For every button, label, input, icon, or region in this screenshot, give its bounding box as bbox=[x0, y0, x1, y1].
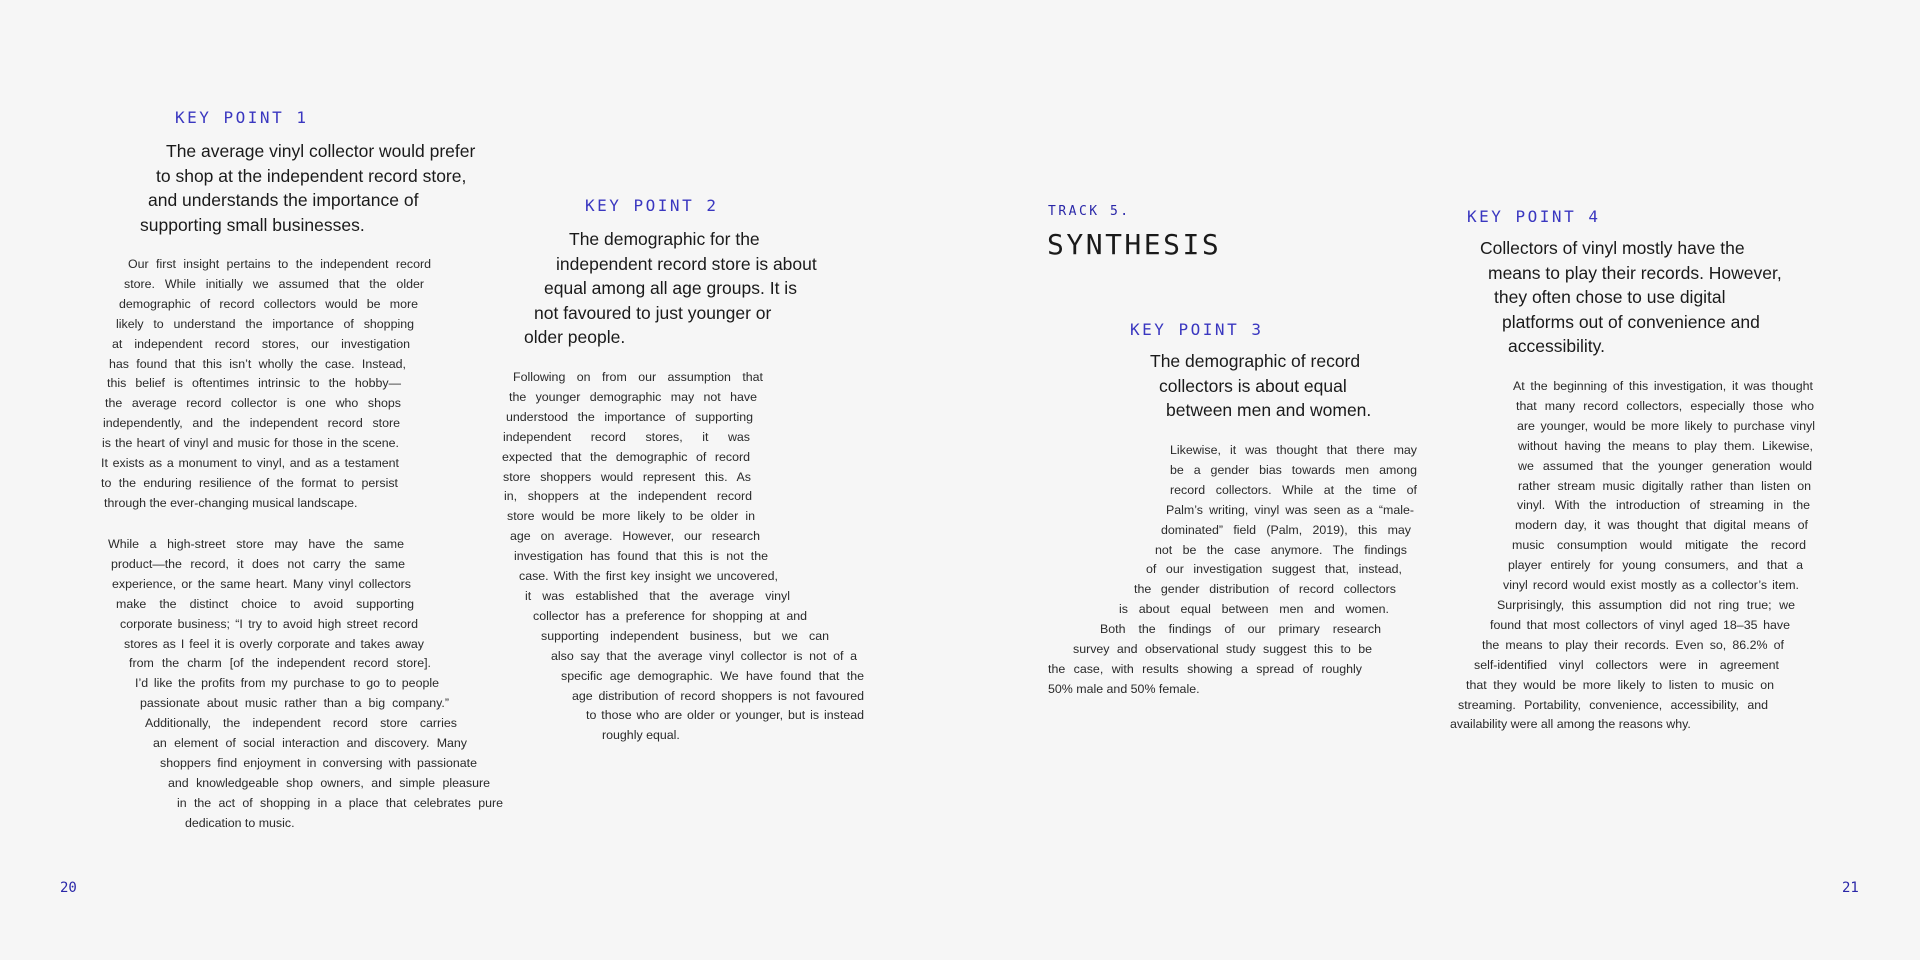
track-label: TRACK 5. bbox=[1048, 204, 1131, 219]
key-point-4-paragraph: At the beginning of this investigation, it was thought that many record collectors, especially those who are younger, would be more likely to purchase vinyl without having the means to play them. Likewise, we assumed that the younger generation would rather stream music digitally rather than listen on vinyl. With the introduction of streaming in the modern day, it was thought that digital means of music consumption would mitigate the record player entirely for young consumers, and that a vinyl record would exist mostly as a collector’s item. Surprisingly, this assumption did not ring true; we found that most collectors of vinyl aged 18–35 have the means to play their records. Even so, 86.2% of self-identified vinyl collectors were in agreement that they would be more likely to listen to music on streaming. Portability, convenience, accessibility, and availability were all among the reasons why. bbox=[1450, 379, 1815, 732]
key-point-1-label: KEY POINT 1 bbox=[175, 108, 309, 127]
key-point-2-paragraph: Following on from our assumption that the younger demographic may not have understood the importance of supporting independent record stores, it was expected that the demographic of record store shoppers would represent this. As in, shoppers at the independent record store would be more likely to be older in age on average. However, our research investigation has found that this is not the case. With the first key insight we uncovered, it was established that the average vinyl collector has a preference for shopping at and supporting independent business, but we can also say that the average vinyl collector is not of a specific age demographic. We have found that the age distribution of record shoppers is not favoured to those who are older or younger, but is instead roughly equal. bbox=[502, 370, 864, 743]
key-point-1-lead: The average vinyl collector would prefer to shop at the independent record store, and understands the importance of supporting small businesses. bbox=[140, 141, 476, 235]
key-point-4-label: KEY POINT 4 bbox=[1467, 207, 1601, 226]
key-point-3-lead: The demographic of record collectors is about equal between men and women. bbox=[1150, 351, 1372, 420]
key-point-4-lead: Collectors of vinyl mostly have the means to play their records. However, they often chose to use digital platforms out of convenience and accessibility. bbox=[1480, 238, 1782, 356]
page-number-right: 21 bbox=[1842, 880, 1859, 896]
key-point-2-label: KEY POINT 2 bbox=[585, 196, 719, 215]
key-point-3-label: KEY POINT 3 bbox=[1130, 320, 1264, 339]
key-point-1-paragraph-1: Our first insight pertains to the independent record store. While initially we assumed that the older demographic of record collectors would be more likely to understand the importance of shopping at independent record stores, our investigation has found that this isn’t wholly the case. Instead, this belief is oftentimes intrinsic to the hobby— the average record collector is one who shops independently, and the independent record store is the heart of vinyl and music for those in the scene. It exists as a monument to vinyl, and as a testament to the enduring resilience of the format to persist through the ever-changing musical landscape. bbox=[101, 257, 431, 510]
key-point-1-paragraph-2: While a high-street store may have the same product—the record, it does not carry the same experience, or the same heart. Many vinyl collectors make the distinct choice to avoid supporting corporate business; “I try to avoid high street record stores as I feel it is overly corporate and takes away from the charm [of the independent record store]. I’d like the profits from my purchase to go to people passionate about music rather than a big company.” Additionally, the independent record store carries an element of social interaction and discovery. Many shoppers find enjoyment in conversing with passionate and knowledgeable shop owners, and simple pleasure in the act of shopping in a place that celebrates pure dedication to music. bbox=[108, 537, 503, 830]
page-number-left: 20 bbox=[60, 880, 77, 896]
key-point-2-lead: The demographic for the independent record store is about equal among all age groups. It is not favoured to just younger or older people. bbox=[524, 229, 817, 347]
key-point-3-paragraph: Likewise, it was thought that there may be a gender bias towards men among record collectors. While at the time of Palm’s writing, vinyl was seen as a “male- dominated” field (Palm, 2019), this may not be the case anymore. The findings of our investigation suggest that, instead, the gender distribution of record collectors is about equal between men and women. Both the findings of our primary research survey and observational study suggest this to be the case, with results showing a spread of roughly 50% male and 50% female. bbox=[1048, 443, 1417, 696]
section-title: SYNTHESIS bbox=[1047, 228, 1222, 261]
